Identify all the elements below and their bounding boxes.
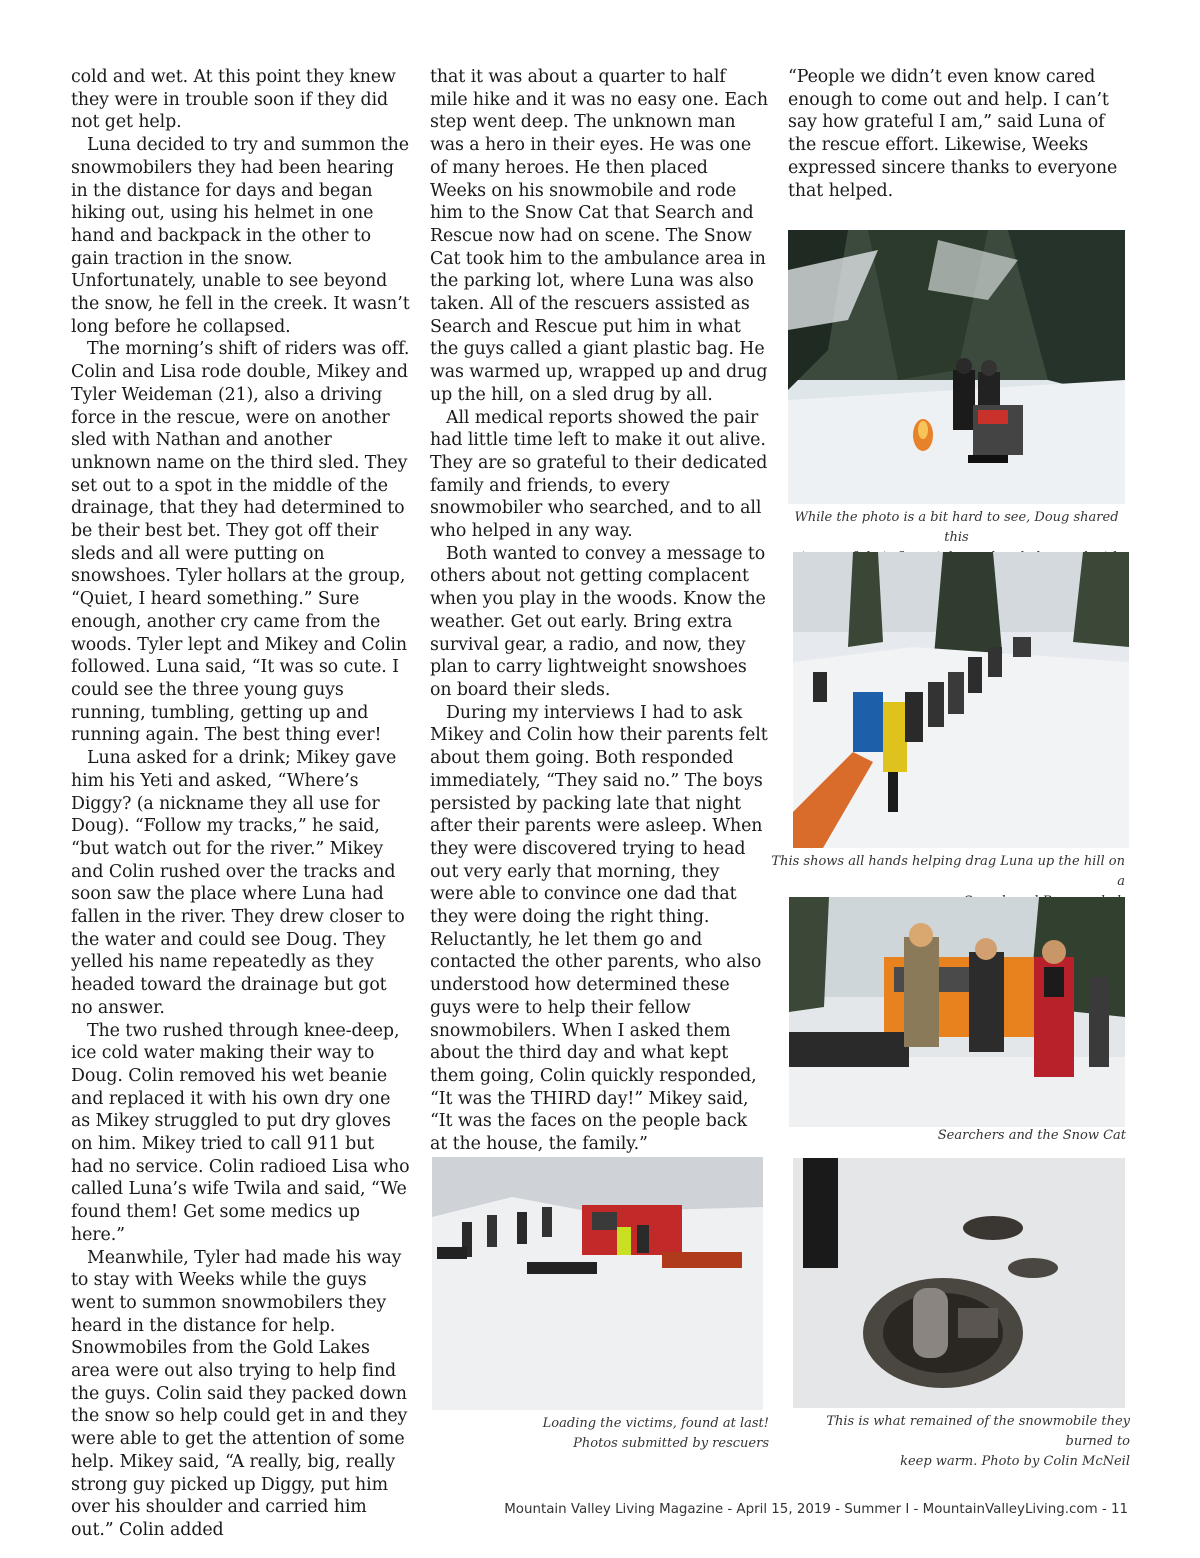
paragraph: cold and wet. At this point they knew they were in trouble soon if they did not get help. — [71, 67, 396, 133]
paragraph: The morning’s shift of riders was off. Colin and Lisa rode double, Mikey and Tyler Weideman (21), also a driving force in the rescue, were on another sled with Nathan and another unknown name on the third sled. They set out to a spot in the middle of the drainage, that they had determined to be their best bet. They got off their sleds and all were putting on snowshoes. Tyler hollars at the group, “Quiet, I heard something.” Sure enough, another cry came from the woods. Tyler lept and Mikey and Colin followed. Luna said, “It was so cute. I could see the three young guys running, tumbling, getting up and running again. The best thing ever! — [71, 339, 410, 746]
article-column-3 — [788, 66, 1126, 202]
paragraph: Luna decided to try and summon the snowmobilers they had been hearing in the distance for days and began hiking out, using his helmet in one hand and backpack in the other to gain traction in the snow. Unfortunately, unable to see beyond the snow, he fell in the creek. It wasn’t long before he collapsed. — [71, 135, 410, 337]
caption-snow-cat — [789, 1126, 1126, 1146]
paragraph: “People we didn’t even know cared enough to come out and help. I can’t say how grateful I am,” said Luna of the rescue effort. Likewise, Weeks expressed sincere thanks to everyone that helped. — [788, 67, 1118, 201]
paragraph: The two rushed through knee-deep, ice cold water making their way to Doug. Colin removed his wet beanie and replaced it with his own dry one as Mikey struggled to put dry gloves on him. Mikey tried to call 911 but had no service. Colin radioed Lisa who called Luna’s wife Twila and said, “We found them! Get some medics up here.” — [71, 1020, 410, 1245]
photo-first-night-shelter — [788, 230, 1125, 504]
paragraph: Luna asked for a drink; Mikey gave him his Yeti and asked, “Where’s Diggy? (a nickname they all use for Doug). “Follow my tracks,” he said, “but watch out for the river.” Mikey and Colin rushed over the tracks and soon saw the place where Luna had fallen in the river. They drew closer to the water and could see Doug. They yelled his name repeatedly as they headed toward the drainage but got no answer. — [71, 748, 405, 1018]
article-column-2 — [430, 66, 768, 1156]
photo-searchers-snow-cat — [789, 897, 1125, 1127]
article-column-1 — [71, 66, 411, 1542]
paragraph: that it was about a quarter to half mile hike and it was no easy one. Each step went deep. The unknown man was a hero in their eyes. He was one of many heroes. He then placed Weeks on his snowmobile and rode him to the Snow Cat that Search and Rescue now had on scene. The Snow Cat took him to the ambulance area in the parking lot, where Luna was also taken. All of the rescuers assisted as Search and Rescue put him in what the guys called a giant plastic bag. He was warmed up, wrapped up and drug up the hill, on a sled drug by all. — [430, 67, 768, 405]
paragraph: During my interviews I had to ask Mikey and Colin how their parents felt about them going. Both responded immediately, “They said no.” The boys persisted by packing late that night after their parents were asleep. When they were discovered trying to head out very early that morning, they were able to convince one dad that they were doing the right thing. Reluctantly, he let them go and contacted the other parents, who also understood how determined these guys were to help their fellow snowmobilers. When I asked them about the third day and what kept them going, Colin quickly responded, “It was the THIRD day!” Mikey said, “It was the faces on the people back at the house, the family.” — [430, 702, 768, 1155]
caption-line: keep warm. Photo by Colin McNeil — [900, 1454, 1130, 1469]
caption-line: Photos submitted by rescuers — [573, 1436, 769, 1451]
caption-line: While the photo is a bit hard to see, Doug shared this — [794, 510, 1119, 545]
paragraph: Both wanted to convey a message to others about not getting complacent when you play in the woods. Know the weather. Get out early. Bring extra survival gear, a radio, and now, they plan to carry lightweight snowshoes on board their sleds. — [430, 543, 766, 700]
caption-line: This is what remained of the snowmobile they burned to — [826, 1414, 1130, 1449]
page-footer: Mountain Valley Living Magazine - April 15, 2019 - Summer I - MountainValleyLiving.com - 11 — [504, 1502, 1128, 1517]
caption-line: This shows all hands helping drag Luna up the hill on a — [771, 854, 1125, 889]
photo-loading-victims — [432, 1157, 763, 1410]
photo-dragging-sled — [793, 552, 1129, 848]
photo-burned-snowmobile — [793, 1158, 1125, 1408]
caption-line: Searchers and the Snow Cat — [937, 1128, 1126, 1143]
caption-loading — [432, 1414, 769, 1454]
caption-line: Loading the victims, found at last! — [542, 1416, 769, 1431]
paragraph: Meanwhile, Tyler had made his way to stay with Weeks while the guys went to summon snowmobilers they heard in the distance for help. Snowmobiles from the Gold Lakes area were out also trying to help find the guys. Colin said they packed down the snow so help could get in and they were able to get the attention of some help. Mikey said, “A really, big, really strong guy picked up Diggy, put him over his shoulder and carried him out.” Colin added — [71, 1247, 408, 1540]
paragraph: All medical reports showed the pair had little time left to make it out alive. They are so grateful to their dedicated family and friends, to every snowmobiler who searched, and to all who helped in any way. — [430, 407, 768, 542]
caption-burned — [780, 1412, 1130, 1472]
